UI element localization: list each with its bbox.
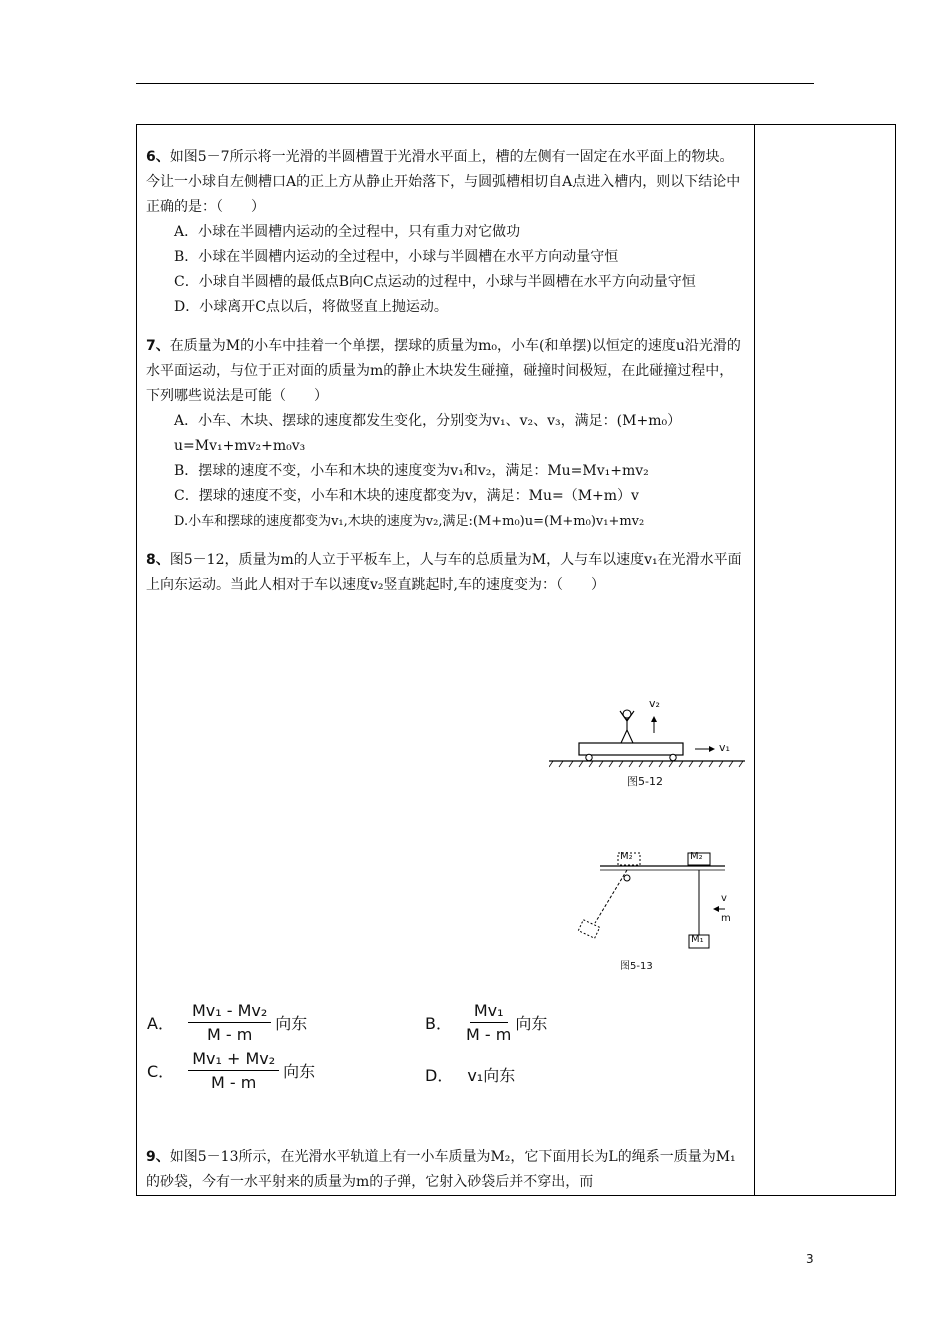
q8-option-c-fraction — [188, 1049, 279, 1092]
figure-5-13-caption: 图5-13 — [620, 961, 653, 972]
q8-option-a-direction: 向东 — [275, 1014, 308, 1033]
content-table — [136, 124, 896, 1196]
q7-option-c: C．摆球的速度不变，小车和木块的速度都变为v，满足：Mu=（M+m）v — [174, 488, 639, 504]
q8-option-a-letter: A． — [147, 1014, 174, 1033]
q8-option-b — [425, 1001, 547, 1044]
cart-wheel-left — [586, 754, 592, 760]
m1-label: M₁ — [691, 934, 704, 945]
q8-option-c — [147, 1049, 315, 1092]
q7-option-d: D.小车和摆球的速度都变为v₁,木块的速度为v₂,满足:(M+m₀)u=(M+m₀)v₁+mv₂ — [174, 514, 645, 529]
q7-stem — [146, 334, 746, 409]
q8-option-c-numerator: Mv₁ + Mv₂ — [188, 1049, 279, 1071]
q6-option-c: C．小球自半圆槽的最低点B向C点运动的过程中，小球与半圆槽在水平方向动量守恒 — [174, 274, 696, 290]
q6-number: 6、 — [146, 149, 170, 165]
q8-option-a-fraction — [188, 1001, 271, 1044]
q8-option-d-text: v₁向东 — [467, 1066, 516, 1085]
ground-hatch — [549, 761, 743, 767]
q9-stem — [146, 1145, 746, 1195]
q8-option-a-numerator: Mv₁ - Mv₂ — [188, 1001, 271, 1023]
cart-wheel-right — [670, 754, 676, 760]
header-rule — [136, 83, 814, 84]
q8-option-a — [147, 1001, 307, 1044]
q6-option-d: D．小球离开C点以后，将做竖直上抛运动。 — [174, 299, 448, 315]
figure-5-12 — [549, 697, 749, 797]
page-number: 3 — [806, 1252, 814, 1266]
q8-stem — [146, 548, 746, 598]
q8-option-b-denominator: M - m — [465, 1025, 512, 1044]
q8-option-b-letter: B． — [425, 1014, 452, 1033]
q8-stem-text: 图5－12，质量为m的人立于平板车上，人与车的总质量为M，人与车以速度v₁在光滑水平面上向东运动。当此人相对于车以速度v₂竖直跳起时,车的速度变为：（ ） — [146, 552, 742, 593]
m2-label-dashed: M₂ — [620, 851, 633, 862]
question-column — [146, 145, 746, 598]
q8-option-b-fraction — [466, 1001, 511, 1044]
bullet-arrowhead — [713, 906, 719, 912]
q8-option-c-denominator: M - m — [210, 1073, 257, 1092]
q7-option-b: B．摆球的速度不变，小车和木块的速度变为v₁和v₂，满足：Mu=Mv₁+mv₂ — [174, 463, 649, 479]
q8-option-d-letter: D． — [425, 1066, 454, 1085]
q8-option-c-direction: 向东 — [283, 1062, 316, 1081]
m2-label: M₂ — [690, 851, 703, 862]
table-column-divider — [754, 125, 755, 1195]
v2-label: v₂ — [649, 697, 660, 710]
q6-option-a: A．小球在半圆槽内运动的全过程中，只有重力对它做功 — [174, 224, 521, 240]
figure-5-12-caption: 图5-12 — [627, 775, 663, 788]
q7-stem-text: 在质量为M的小车中挂着一个单摆，摆球的质量为m₀，小车(和单摆)以恒定的速度u沿光滑的水平面运动，与位于正对面的质量为m的静止木块发生碰撞，碰撞时间极短，在此碰撞过程中，下列哪些说法是可能（ ） — [146, 338, 741, 404]
pivot — [624, 875, 630, 881]
q9-number: 9、 — [146, 1149, 170, 1165]
q6-stem — [146, 145, 746, 220]
swing-rope-dashed — [595, 870, 627, 923]
q9-stem-text: 如图5－13所示，在光滑水平轨道上有一小车质量为M₂，它下面用长为L的绳系一质量为M₁的砂袋，今有一水平射来的质量为m的子弹，它射入砂袋后并不穿出，而 — [146, 1149, 736, 1190]
person-figure — [620, 710, 634, 743]
q8-number: 8、 — [146, 552, 170, 568]
v1-arrowhead — [709, 746, 715, 752]
sandbag-dashed — [578, 920, 599, 938]
q6-option-b: B．小球在半圆槽内运动的全过程中，小球与半圆槽在水平方向动量守恒 — [174, 249, 619, 265]
q6-stem-text: 如图5－7所示将一光滑的半圆槽置于光滑水平面上，槽的左侧有一固定在水平面上的物块。今让一小球自左侧槽口A的正上方从静止开始落下，与圆弧槽相切自A点进入槽内，则以下结论中正确的是：（ ） — [146, 149, 741, 215]
q8-option-b-numerator: Mv₁ — [470, 1001, 508, 1023]
q8-option-c-letter: C． — [147, 1062, 175, 1081]
bullet-v-label: v — [721, 893, 727, 904]
bullet-m-label: m — [721, 913, 731, 924]
q7-number: 7、 — [146, 338, 170, 354]
v2-arrowhead — [651, 716, 657, 722]
figure-5-13 — [575, 845, 731, 972]
q9-block — [146, 1145, 746, 1195]
q8-option-a-denominator: M - m — [206, 1025, 253, 1044]
q8-option-b-direction: 向东 — [515, 1014, 548, 1033]
q8-option-d — [425, 1063, 515, 1086]
v1-label: v₁ — [719, 741, 730, 754]
cart-body — [579, 743, 683, 755]
q7-option-a: A．小车、木块、摆球的速度都发生变化，分别变为v₁、v₂、v₃，满足：(M+m₀）u=Mv₁+mv₂+m₀v₃ — [174, 413, 682, 454]
